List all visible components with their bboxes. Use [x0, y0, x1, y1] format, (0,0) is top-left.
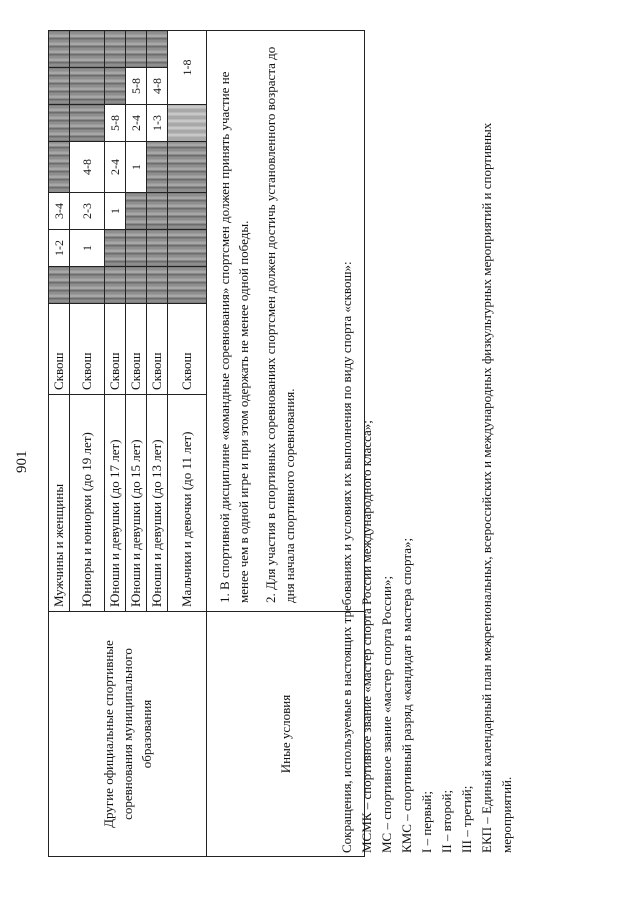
group-cell: Юноши и девушки (до 17 лет): [105, 395, 126, 612]
rank-cell: 2-4: [105, 142, 126, 193]
rank-cell: 5-8: [126, 68, 147, 105]
group-cell: Юноши и девушки (до 13 лет): [147, 395, 168, 612]
abbr-ii: II – второй;: [439, 789, 454, 853]
sport-cell: Сквош: [49, 304, 70, 395]
page-number: 901: [14, 450, 30, 473]
rank-cell: 1: [126, 142, 147, 193]
rank-cell: [70, 105, 105, 142]
rank-cell: 1-3: [147, 105, 168, 142]
rank-cell: [126, 267, 147, 304]
rank-cell: [126, 230, 147, 267]
group-cell: Юноши и девушки (до 15 лет): [126, 395, 147, 612]
rank-cell: 5-8: [105, 105, 126, 142]
note-1: 1. В спортивной дисциплине «командные соревнования» спортсмен должен принять участие не менее чем в одной игре и при этом одержать не менее одной победы.: [217, 71, 251, 603]
rank-cell: [70, 267, 105, 304]
rank-cell: [147, 31, 168, 68]
rank-cell: [147, 142, 168, 193]
group-cell: Юниоры и юниорки (до 19 лет): [70, 395, 105, 612]
note-2: 2. Для участия в спортивных соревнованиях спортсмен должен достичь установленного возраста до дня начала спортивного соревнования.: [263, 46, 297, 603]
rank-cell: [105, 267, 126, 304]
rank-cell: [105, 68, 126, 105]
rank-cell: [168, 267, 207, 304]
rank-cell: 3-4: [49, 193, 70, 230]
category-top-cell: Другие официальные спортивные соревнования муниципального образования: [49, 612, 207, 857]
qualification-table: [48, 30, 365, 857]
rank-cell: [49, 142, 70, 193]
sport-cell: Сквош: [70, 304, 105, 395]
rank-cell: 1-8: [168, 31, 207, 105]
sport-cell: Сквош: [147, 304, 168, 395]
rank-cell: [49, 105, 70, 142]
category-bottom-cell: Иные условия: [207, 612, 365, 857]
abbr-ekp: ЕКП – Единый календарный план межрегиональных, всероссийских и международных физкультурных мероприятий и спортивных мероприятий.: [479, 122, 514, 853]
table-row: [49, 31, 70, 857]
abbr-kms: КМС – спортивный разряд «кандидат в мастера спорта»;: [399, 537, 414, 853]
rank-cell: [147, 230, 168, 267]
rank-cell: 2-4: [126, 105, 147, 142]
abbr-ms: МС – спортивное звание «мастер спорта России»;: [379, 575, 394, 853]
group-cell: Мужчины и женщины: [49, 395, 70, 612]
abbreviations-block: [337, 53, 517, 853]
rank-cell: [147, 267, 168, 304]
rank-cell: [49, 68, 70, 105]
abbr-msmk: МСМК – спортивное звание «мастер спорта России международного класса»;: [359, 420, 374, 853]
sport-cell: Сквош: [168, 304, 207, 395]
abbreviations-intro: Сокращения, используемые в настоящих требованиях и условиях их выполнения по виду спорта «сквош»:: [339, 261, 354, 853]
rank-cell: [126, 31, 147, 68]
sport-cell: Сквош: [126, 304, 147, 395]
rank-cell: 4-8: [147, 68, 168, 105]
sport-cell: Сквош: [105, 304, 126, 395]
rank-cell: 1-2: [49, 230, 70, 267]
rank-cell: 1: [105, 193, 126, 230]
rank-cell: [105, 230, 126, 267]
rank-cell: [168, 142, 207, 193]
rank-cell: [147, 193, 168, 230]
rank-cell: [49, 31, 70, 68]
group-cell: Мальчики и девочки (до 11 лет): [168, 395, 207, 612]
rank-cell: [168, 193, 207, 230]
rank-cell: [70, 31, 105, 68]
abbr-i: I – первый;: [419, 791, 434, 853]
rank-cell: [126, 193, 147, 230]
rank-cell: [70, 68, 105, 105]
rank-cell: [105, 31, 126, 68]
rank-cell: [168, 105, 207, 142]
rank-cell: 2-3: [70, 193, 105, 230]
rank-cell: [49, 267, 70, 304]
rank-cell: 1: [70, 230, 105, 267]
rank-cell: [168, 230, 207, 267]
abbr-iii: III – третий;: [459, 785, 474, 853]
rank-cell: 4-8: [70, 142, 105, 193]
